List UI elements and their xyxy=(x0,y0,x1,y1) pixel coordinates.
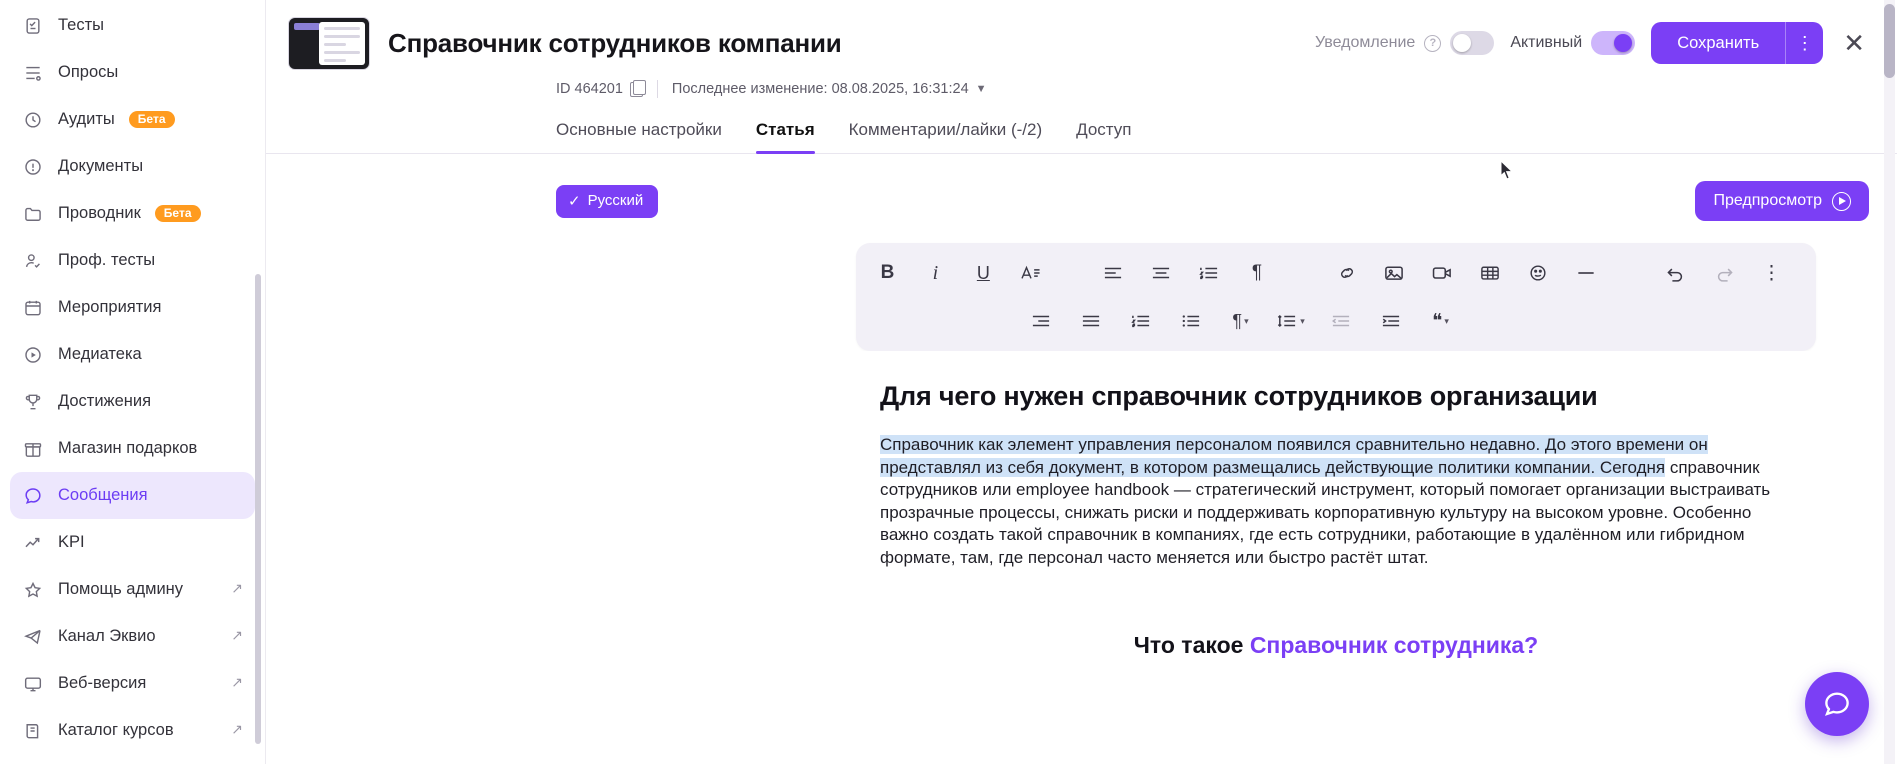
preview-button[interactable] xyxy=(1695,181,1869,221)
document-meta xyxy=(266,72,1897,98)
sidebar-item-label: Аудиты xyxy=(58,110,115,128)
tab-comments-likes[interactable]: Комментарии/лайки (-/2) xyxy=(848,120,1043,139)
sidebar-item-documents[interactable] xyxy=(10,143,255,190)
indent-icon[interactable] xyxy=(1372,303,1409,340)
sidebar-item-label: Достижения xyxy=(58,392,152,410)
image-icon[interactable] xyxy=(1377,255,1412,292)
external-link-icon: ↗ xyxy=(231,627,243,643)
sidebar-item-web-version[interactable] xyxy=(10,660,255,707)
sidebar-item-label: Каталог курсов xyxy=(58,721,174,739)
subheading-accent: Справочник сотрудника? xyxy=(1249,631,1539,658)
last-change-label: Последнее изменение: 08.08.2025, 16:31:24 xyxy=(671,81,969,97)
italic-icon[interactable]: i xyxy=(932,261,939,284)
sidebar-item-audits[interactable] xyxy=(10,96,255,143)
send-icon xyxy=(22,626,44,648)
courses-catalog-icon xyxy=(22,720,44,742)
align-center-icon[interactable] xyxy=(1144,255,1179,292)
page-scrollbar-track[interactable] xyxy=(1884,0,1895,764)
sidebar-item-label: Медиатека xyxy=(58,345,142,363)
sidebar-scrollbar[interactable] xyxy=(255,274,261,744)
subheading-plain: Что такое xyxy=(1133,631,1250,658)
sidebar-item-label: Документы xyxy=(58,157,144,175)
toolbar-row-primary xyxy=(870,250,1802,296)
paragraph-icon[interactable]: ¶ xyxy=(1251,262,1263,283)
star-icon xyxy=(22,579,44,601)
paragraph-rest: справочник сотрудников или employee handbook — стратегический инструмент, который помогает организации выстраивать прозрачные процессы, снижать риски и поддерживать корпоративную культуру на высоком уровне. Особенно важно создать такой справочник в компаниях, где есть сотрудники, работающие в удалённом или гибридном формате, там, где персонал часто меняется или быстро растёт штат. xyxy=(880,457,1771,568)
active-label: Активный xyxy=(1510,34,1583,51)
language-and-preview-row xyxy=(266,154,1897,221)
tab-bar xyxy=(266,98,1897,154)
sidebar-item-label: Мероприятия xyxy=(58,298,162,316)
sidebar-item-kpi[interactable] xyxy=(10,519,255,566)
sidebar-item-label: KPI xyxy=(58,533,85,551)
align-left-icon[interactable] xyxy=(1096,255,1131,292)
article-editor xyxy=(856,243,1816,659)
document-id-label: ID 464201 xyxy=(556,81,623,97)
selected-text: Справочник как элемент управления персоналом появился сравнительно недавно. До этого времени он представлял из себя документ, в котором размещались действующие политики компании. Сегодня xyxy=(880,435,1708,477)
message-icon xyxy=(22,485,44,507)
underline-icon[interactable]: U xyxy=(976,262,990,283)
ordered-list-icon[interactable] xyxy=(1192,255,1227,292)
sidebar-item-label: Опросы xyxy=(58,63,119,81)
language-chip-russian[interactable] xyxy=(556,185,658,218)
external-link-icon: ↗ xyxy=(231,674,243,690)
outdent-icon[interactable] xyxy=(1322,303,1359,340)
sidebar-item-label: Сообщения xyxy=(58,486,148,504)
tab-main-settings[interactable]: Основные настройки xyxy=(556,120,722,139)
table-icon[interactable] xyxy=(1473,255,1508,292)
main-panel xyxy=(266,0,1897,764)
document-id[interactable] xyxy=(556,81,643,97)
link-icon[interactable] xyxy=(1329,255,1364,292)
sidebar-item-label: Веб-версия xyxy=(58,674,147,692)
more-options-icon[interactable]: ⋮ xyxy=(1762,262,1782,284)
beta-badge: Бета xyxy=(155,205,201,222)
copy-icon[interactable] xyxy=(630,82,643,97)
preview-button-label: Предпросмотр xyxy=(1713,192,1822,209)
sidebar-item-label: Проводник xyxy=(58,204,141,222)
align-justify-icon[interactable] xyxy=(1072,303,1109,340)
chevron-down-icon[interactable]: ▼ xyxy=(975,83,987,95)
sidebar-item-events[interactable] xyxy=(10,284,255,331)
check-icon: ✓ xyxy=(568,192,581,210)
emoji-icon[interactable] xyxy=(1521,255,1556,292)
tab-access[interactable]: Доступ xyxy=(1076,120,1132,139)
help-icon[interactable]: ? xyxy=(1424,35,1441,52)
tab-article[interactable]: Статья xyxy=(756,120,815,153)
save-button[interactable]: Сохранить xyxy=(1651,22,1785,64)
meta-divider xyxy=(657,80,658,98)
article-heading: Для чего нужен справочник сотрудников организации xyxy=(880,381,1598,411)
calendar-icon xyxy=(22,297,44,319)
sidebar-item-label: Магазин подарков xyxy=(58,439,198,457)
quote-icon[interactable]: ❝ ▾ xyxy=(1432,310,1449,332)
sidebar-item-label: Канал Эквио xyxy=(58,627,156,645)
sidebar-item-label: Проф. тесты xyxy=(58,251,156,269)
external-link-icon: ↗ xyxy=(231,721,243,737)
survey-icon xyxy=(22,62,44,84)
last-change[interactable] xyxy=(672,81,987,97)
sidebar-item-media-library[interactable] xyxy=(10,331,255,378)
sidebar-item-label: Тесты xyxy=(58,16,104,34)
clipboard-check-icon xyxy=(22,15,44,37)
video-icon[interactable] xyxy=(1425,255,1460,292)
page-title: Справочник сотрудников компании xyxy=(388,27,842,58)
line-height-icon[interactable]: ▾ xyxy=(1272,303,1309,340)
align-right-icon[interactable] xyxy=(1022,303,1059,340)
trophy-icon xyxy=(22,391,44,413)
sidebar-item-gift-shop[interactable] xyxy=(10,425,255,472)
bold-icon[interactable]: B xyxy=(880,262,895,283)
more-actions-button[interactable]: ⋮ xyxy=(1785,22,1823,64)
notification-toggle-group xyxy=(1315,31,1494,55)
sidebar-item-courses-catalog[interactable] xyxy=(10,707,255,754)
horizontal-rule-icon[interactable] xyxy=(1569,255,1604,292)
sidebar-item-messages[interactable] xyxy=(10,472,255,519)
audit-icon xyxy=(22,109,44,131)
sidebar-item-label: Помощь админу xyxy=(58,580,184,598)
play-icon xyxy=(1832,192,1851,211)
document-header xyxy=(266,0,1897,72)
kpi-chart-icon xyxy=(22,532,44,554)
chat-support-button[interactable] xyxy=(1805,672,1869,736)
toolbar-row-secondary xyxy=(870,298,1802,344)
close-button[interactable]: ✕ xyxy=(1839,30,1869,56)
header-actions xyxy=(1315,22,1875,64)
media-library-icon xyxy=(22,344,44,366)
text-direction-icon[interactable]: ¶ ▾ xyxy=(1232,310,1249,331)
language-chip-label: Русский xyxy=(587,192,644,209)
article-paragraph xyxy=(880,434,1792,570)
beta-badge: Бета xyxy=(129,111,175,128)
sidebar xyxy=(0,0,266,764)
editor-toolbar xyxy=(856,243,1816,351)
article-subheading xyxy=(880,632,1792,659)
external-link-icon: ↗ xyxy=(231,580,243,596)
font-size-icon[interactable] xyxy=(1014,255,1049,292)
undo-icon[interactable] xyxy=(1658,255,1693,292)
gift-shop-icon xyxy=(22,438,44,460)
sidebar-item-explorer[interactable] xyxy=(10,190,255,237)
active-toggle-group xyxy=(1510,31,1635,55)
sidebar-item-equio-channel[interactable] xyxy=(10,613,255,660)
notification-switch[interactable] xyxy=(1450,31,1494,55)
redo-icon[interactable] xyxy=(1706,255,1741,292)
folder-icon xyxy=(22,203,44,225)
document-icon xyxy=(22,156,44,178)
active-switch[interactable] xyxy=(1591,31,1635,55)
document-thumbnail xyxy=(288,17,370,70)
bullet-list-icon[interactable] xyxy=(1172,303,1209,340)
sidebar-item-surveys[interactable] xyxy=(10,49,255,96)
notification-label: Уведомление xyxy=(1315,34,1416,51)
numbered-list-icon[interactable] xyxy=(1122,303,1159,340)
sidebar-item-tests[interactable] xyxy=(10,2,255,49)
article-content[interactable] xyxy=(856,351,1816,659)
page-scrollbar-thumb[interactable] xyxy=(1884,4,1895,78)
monitor-icon xyxy=(22,673,44,695)
sidebar-item-admin-help[interactable] xyxy=(10,566,255,613)
person-check-icon xyxy=(22,250,44,272)
sidebar-item-achievements[interactable] xyxy=(10,378,255,425)
sidebar-item-prof-tests[interactable] xyxy=(10,237,255,284)
